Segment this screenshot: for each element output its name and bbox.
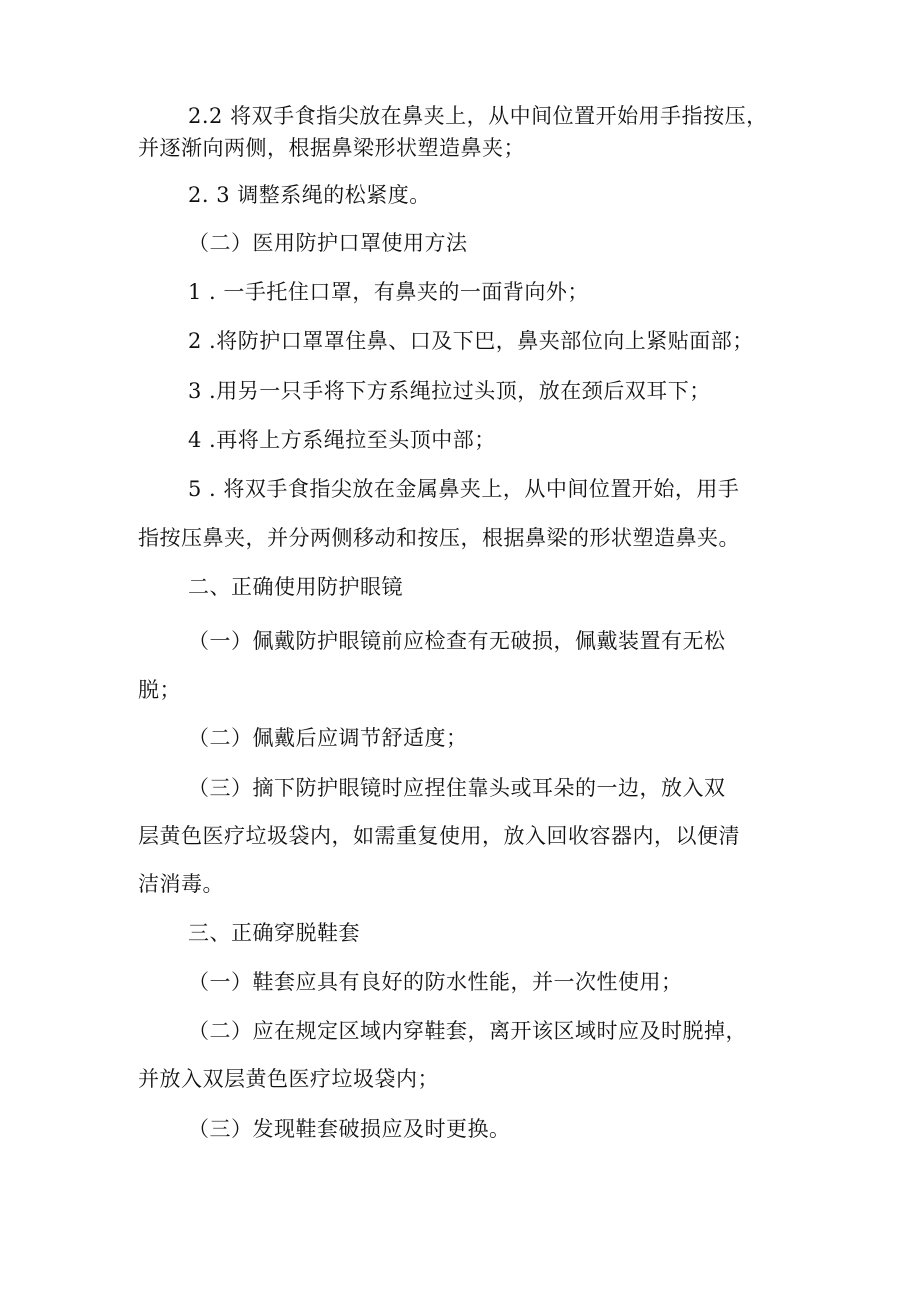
- section-heading-shoe-covers: 三、正确穿脱鞋套: [188, 921, 360, 945]
- text-line-16: 层黄色医疗垃圾袋内，如需重复使用，放入回收容器内，以便清: [138, 824, 740, 848]
- section-heading-goggles: 二、正确使用防护眼镜: [188, 575, 403, 599]
- text-line-13: 脱；: [138, 678, 181, 702]
- text-line-20: （二）应在规定区域内穿鞋套，离开该区域时应及时脱掉，: [188, 1019, 747, 1043]
- text-line-1: 2.2 将双手食指尖放在鼻夹上，从中间位置开始用手指按压，: [188, 104, 768, 128]
- text-line-15: （三）摘下防护眼镜时应捏住靠头或耳朵的一边，放入双: [188, 776, 726, 800]
- text-line-10: 指按压鼻夹，并分两侧移动和按压，根据鼻梁的形状塑造鼻夹。: [138, 526, 740, 550]
- text-line-19: （一）鞋套应具有良好的防水性能，并一次性使用；: [188, 970, 683, 994]
- section-heading-mask-usage: （二）医用防护口罩使用方法: [188, 231, 468, 255]
- text-line-8: 4 .再将上方系绳拉至头顶中部；: [188, 428, 496, 452]
- text-line-12: （一）佩戴防护眼镜前应检查有无破损，佩戴装置有无松: [188, 629, 726, 653]
- text-line-14: （二）佩戴后应调节舒适度；: [188, 726, 468, 750]
- text-line-9: 5 . 将双手食指尖放在金属鼻夹上，从中间位置开始，用手: [188, 477, 740, 501]
- text-line-2: 并逐渐向两侧，根据鼻梁形状塑造鼻夹；: [138, 136, 525, 160]
- text-line-3: 2. 3 调整系绳的松紧度。: [188, 183, 431, 207]
- text-line-17: 洁消毒。: [138, 872, 224, 896]
- text-line-5: 1 . 一手托住口罩，有鼻夹的一面背向外；: [188, 280, 589, 304]
- text-line-6: 2 .将防护口罩罩住鼻、口及下巴，鼻夹部位向上紧贴面部；: [188, 329, 754, 353]
- text-line-21: 并放入双层黄色医疗垃圾袋内；: [138, 1067, 439, 1091]
- text-line-22: （三）发现鞋套破损应及时更换。: [188, 1117, 511, 1141]
- text-line-7: 3 .用另一只手将下方系绳拉过头顶，放在颈后双耳下；: [188, 379, 711, 403]
